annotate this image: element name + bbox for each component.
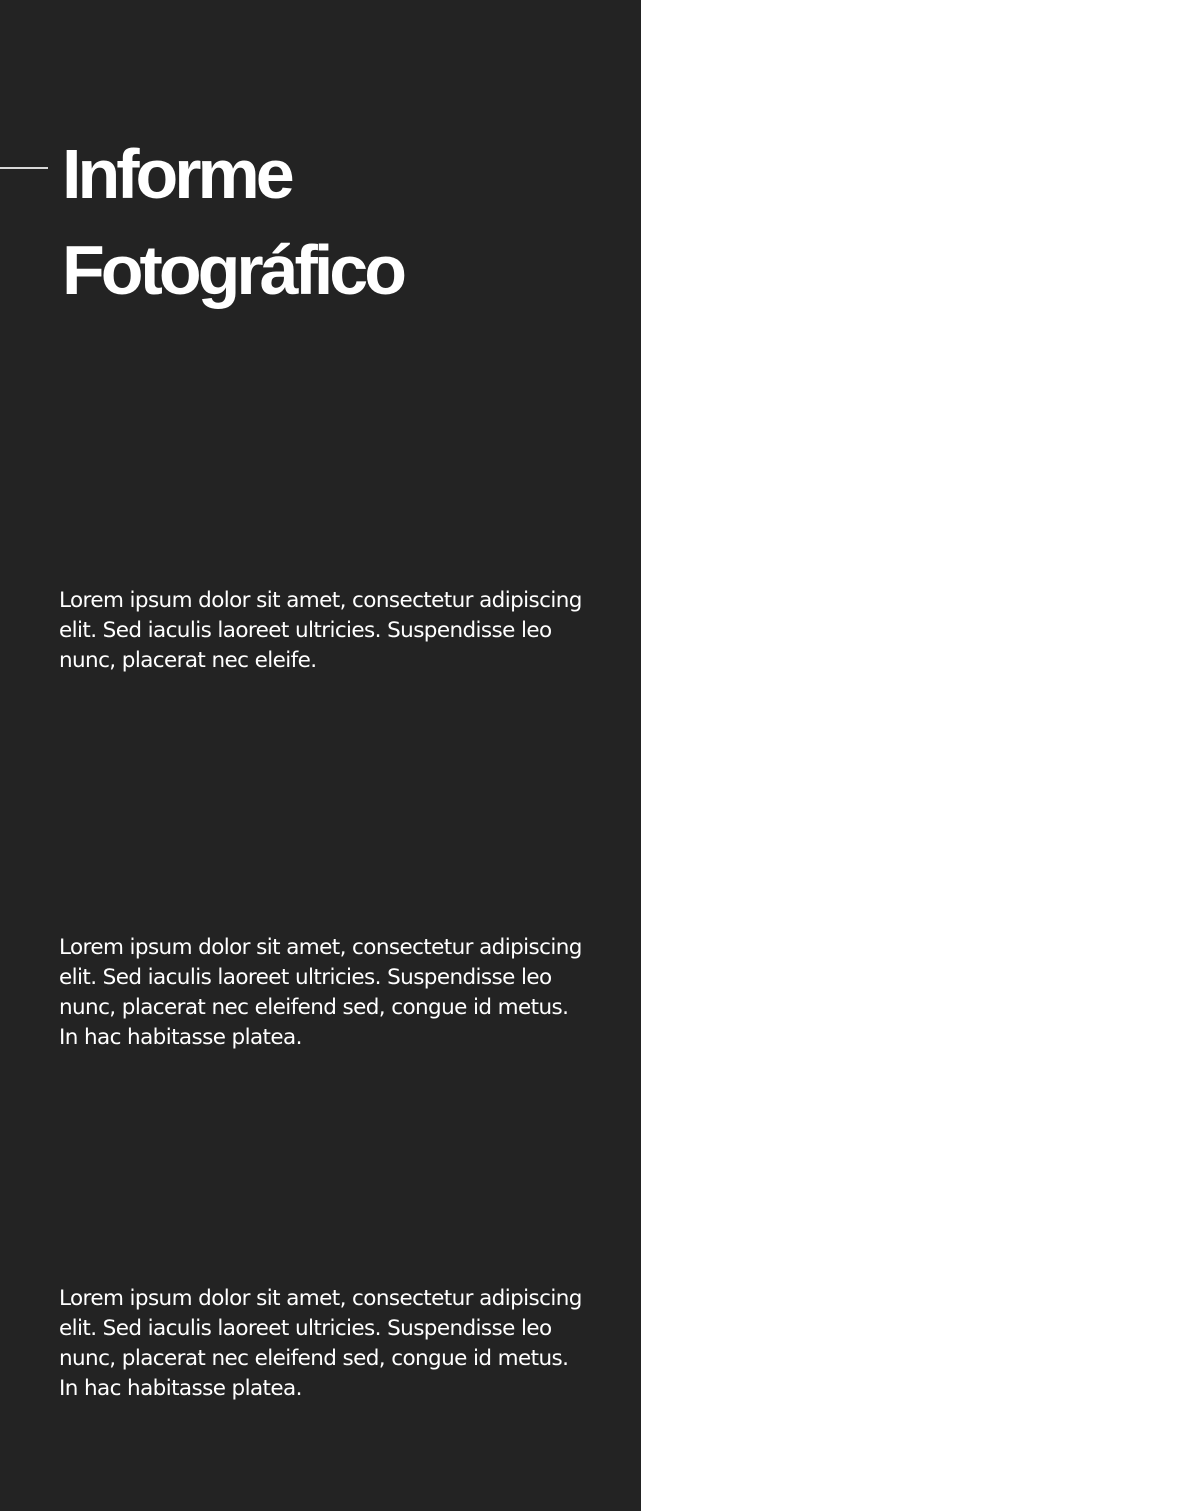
paragraph-1 (59, 586, 619, 676)
paragraph-3-line: Lorem ipsum dolor sit amet, consectetur adipiscing (59, 1286, 582, 1311)
page-title (62, 126, 403, 318)
title-line-1: Informe (62, 135, 291, 213)
paragraph-1-line: nunc, placerat nec eleife. (59, 648, 317, 673)
paragraph-2-line: Lorem ipsum dolor sit amet, consectetur adipiscing (59, 935, 582, 960)
paragraph-2 (59, 933, 619, 1053)
paragraph-1-line: elit. Sed iaculis laoreet ultricies. Suspendisse leo (59, 618, 552, 643)
paragraph-2-line: elit. Sed iaculis laoreet ultricies. Suspendisse leo (59, 965, 552, 990)
paragraph-3-line: elit. Sed iaculis laoreet ultricies. Suspendisse leo (59, 1316, 552, 1341)
paragraph-3-line: In hac habitasse platea. (59, 1376, 302, 1401)
title-line-2: Fotográfico (62, 231, 403, 309)
paragraph-2-line: In hac habitasse platea. (59, 1025, 302, 1050)
paragraph-1-line: Lorem ipsum dolor sit amet, consectetur adipiscing (59, 588, 582, 613)
paragraph-3 (59, 1284, 619, 1404)
paragraph-2-line: nunc, placerat nec eleifend sed, congue id metus. (59, 995, 569, 1020)
title-accent-line (0, 167, 48, 169)
paragraph-3-line: nunc, placerat nec eleifend sed, congue id metus. (59, 1346, 569, 1371)
